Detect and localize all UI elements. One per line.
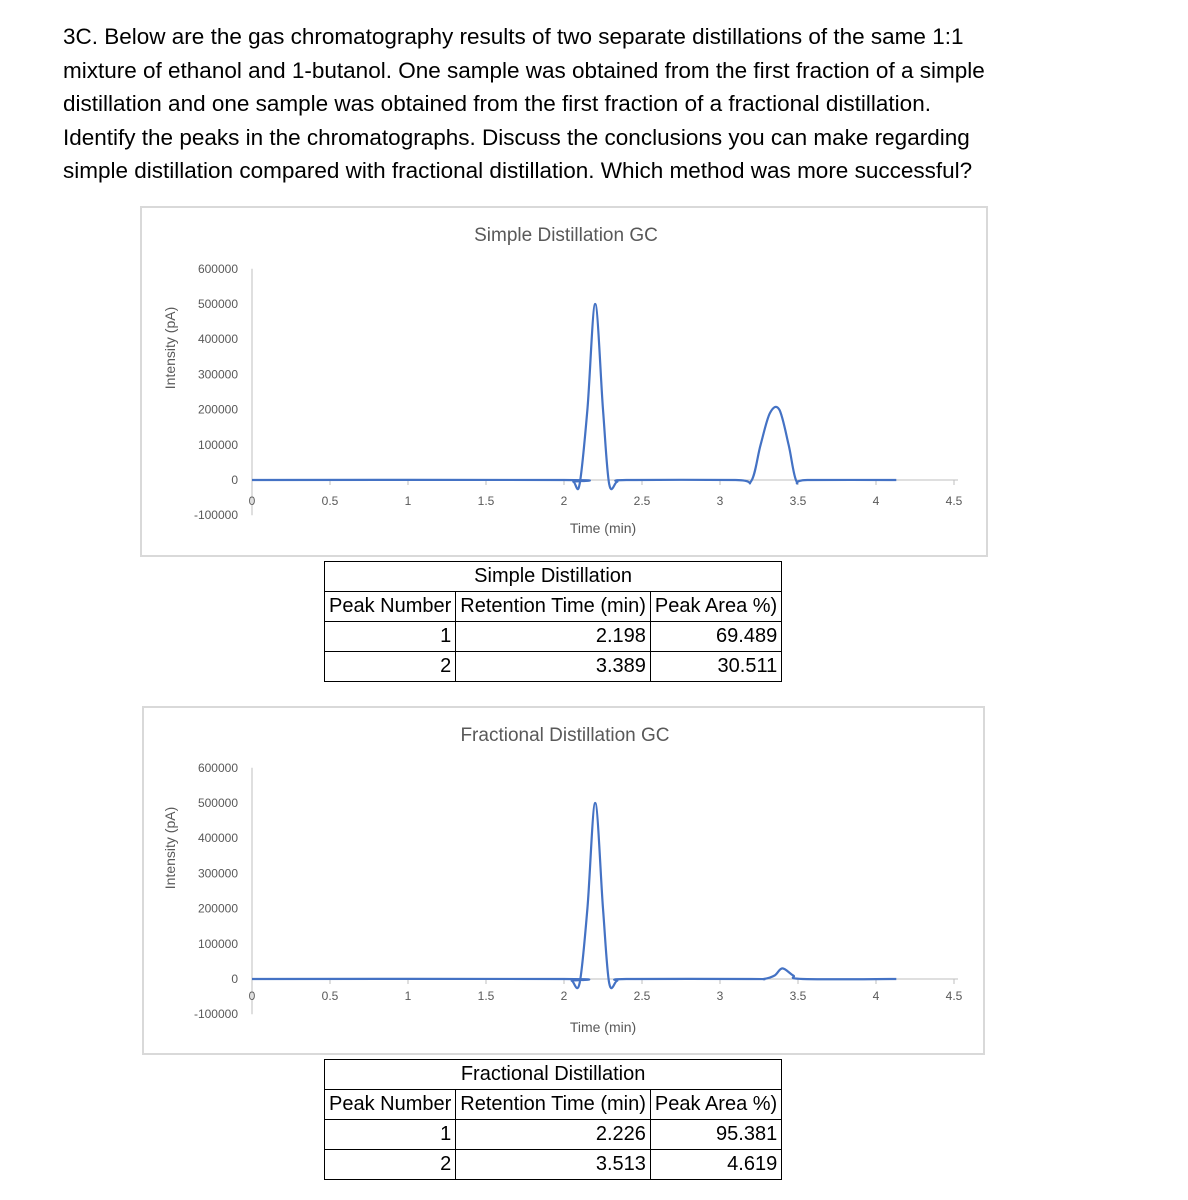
question-line: simple distillation compared with fractional distillation. Which method was more successful?	[63, 158, 973, 183]
cell-peak-number: 2	[325, 1150, 456, 1180]
cell-peak-number: 1	[325, 1120, 456, 1150]
question-line: 3C. Below are the gas chromatography results of two separate distillations of the same 1:1	[63, 24, 964, 49]
cell-peak-number: 2	[325, 652, 456, 682]
y-tick-label: 200000	[197, 402, 238, 417]
x-tick-label: 2.5	[633, 989, 651, 1003]
y-tick-label: 300000	[197, 866, 238, 881]
y-tick-label: 500000	[197, 796, 238, 810]
cell-peak-area: 69.489	[650, 622, 781, 652]
x-tick-label: 1	[404, 989, 412, 1003]
y-tick-label: 0	[231, 473, 238, 487]
cell-retention-time: 2.198	[456, 622, 651, 652]
cell-peak-area: 4.619	[650, 1150, 781, 1180]
x-tick-label: 1.5	[477, 494, 495, 508]
chart-svg	[144, 708, 987, 1057]
x-tick-label: 1	[404, 494, 412, 508]
series-line	[252, 304, 896, 489]
x-tick-label: 2	[560, 989, 568, 1003]
header-peak-area: Peak Area %)	[650, 1090, 781, 1120]
table-title: Fractional Distillation	[325, 1060, 782, 1090]
fractional-distillation-chart	[142, 706, 985, 1055]
x-tick-label: 2.5	[633, 494, 651, 508]
y-tick-label: 600000	[197, 760, 238, 775]
chart-title: Fractional Distillation GC	[460, 725, 670, 746]
cell-retention-time: 3.389	[456, 652, 651, 682]
x-tick-label: 3.5	[789, 989, 807, 1003]
table-title: Simple Distillation	[325, 562, 782, 592]
y-tick-label: 100000	[197, 936, 238, 951]
y-tick-label: 100000	[197, 437, 238, 452]
cell-retention-time: 3.513	[456, 1150, 651, 1180]
cell-peak-area: 95.381	[650, 1120, 781, 1150]
y-tick-label: 400000	[197, 332, 238, 347]
x-tick-label: 4	[872, 494, 880, 508]
chart-title: Simple Distillation GC	[474, 225, 658, 246]
y-tick-label: 300000	[197, 367, 238, 382]
y-axis-label: Intensity (pA)	[162, 806, 178, 890]
x-tick-label: 3.5	[789, 494, 807, 508]
x-tick-label: 1.5	[477, 989, 495, 1003]
y-tick-label: 600000	[197, 261, 238, 276]
cell-peak-area: 30.511	[650, 652, 781, 682]
x-tick-label: 0.5	[321, 989, 339, 1003]
question-line: distillation and one sample was obtained from the first fraction of a fractional distillation.	[63, 91, 931, 116]
question-text	[63, 20, 1163, 188]
x-tick-label: 0.5	[321, 494, 339, 508]
fractional-distillation-table	[324, 1059, 782, 1180]
x-tick-label: 4.5	[945, 989, 963, 1003]
x-axis-label: Time (min)	[569, 520, 637, 536]
header-peak-number: Peak Number	[325, 592, 456, 622]
table-row	[325, 1120, 782, 1150]
x-tick-label: 0	[248, 494, 256, 508]
header-peak-number: Peak Number	[325, 1090, 456, 1120]
cell-peak-number: 1	[325, 622, 456, 652]
x-tick-label: 3	[716, 494, 724, 508]
y-tick-label: -100000	[193, 508, 238, 523]
y-tick-label: 400000	[197, 831, 238, 846]
y-tick-label: -100000	[193, 1007, 238, 1022]
x-tick-label: 4.5	[945, 494, 963, 508]
x-tick-label: 0	[248, 989, 256, 1003]
y-axis-label: Intensity (pA)	[162, 306, 178, 390]
y-tick-label: 0	[231, 972, 238, 986]
simple-distillation-table	[324, 561, 782, 682]
simple-distillation-chart	[140, 206, 988, 557]
header-peak-area: Peak Area %)	[650, 592, 781, 622]
series-line	[252, 803, 896, 988]
y-tick-label: 200000	[197, 901, 238, 916]
x-axis-label: Time (min)	[569, 1019, 637, 1035]
table-row	[325, 652, 782, 682]
question-line: Identify the peaks in the chromatographs. Discuss the conclusions you can make regarding	[63, 124, 970, 150]
x-tick-label: 3	[716, 989, 724, 1003]
table-row	[325, 1150, 782, 1180]
chart-svg	[142, 208, 990, 559]
header-retention-time: Retention Time (min)	[456, 592, 651, 622]
header-retention-time: Retention Time (min)	[456, 1090, 651, 1120]
x-tick-label: 4	[872, 989, 880, 1003]
question-line: mixture of ethanol and 1-butanol. One sample was obtained from the first fraction of a simple	[63, 57, 985, 83]
x-tick-label: 2	[560, 494, 568, 508]
y-tick-label: 500000	[197, 297, 238, 311]
cell-retention-time: 2.226	[456, 1120, 651, 1150]
table-row	[325, 622, 782, 652]
